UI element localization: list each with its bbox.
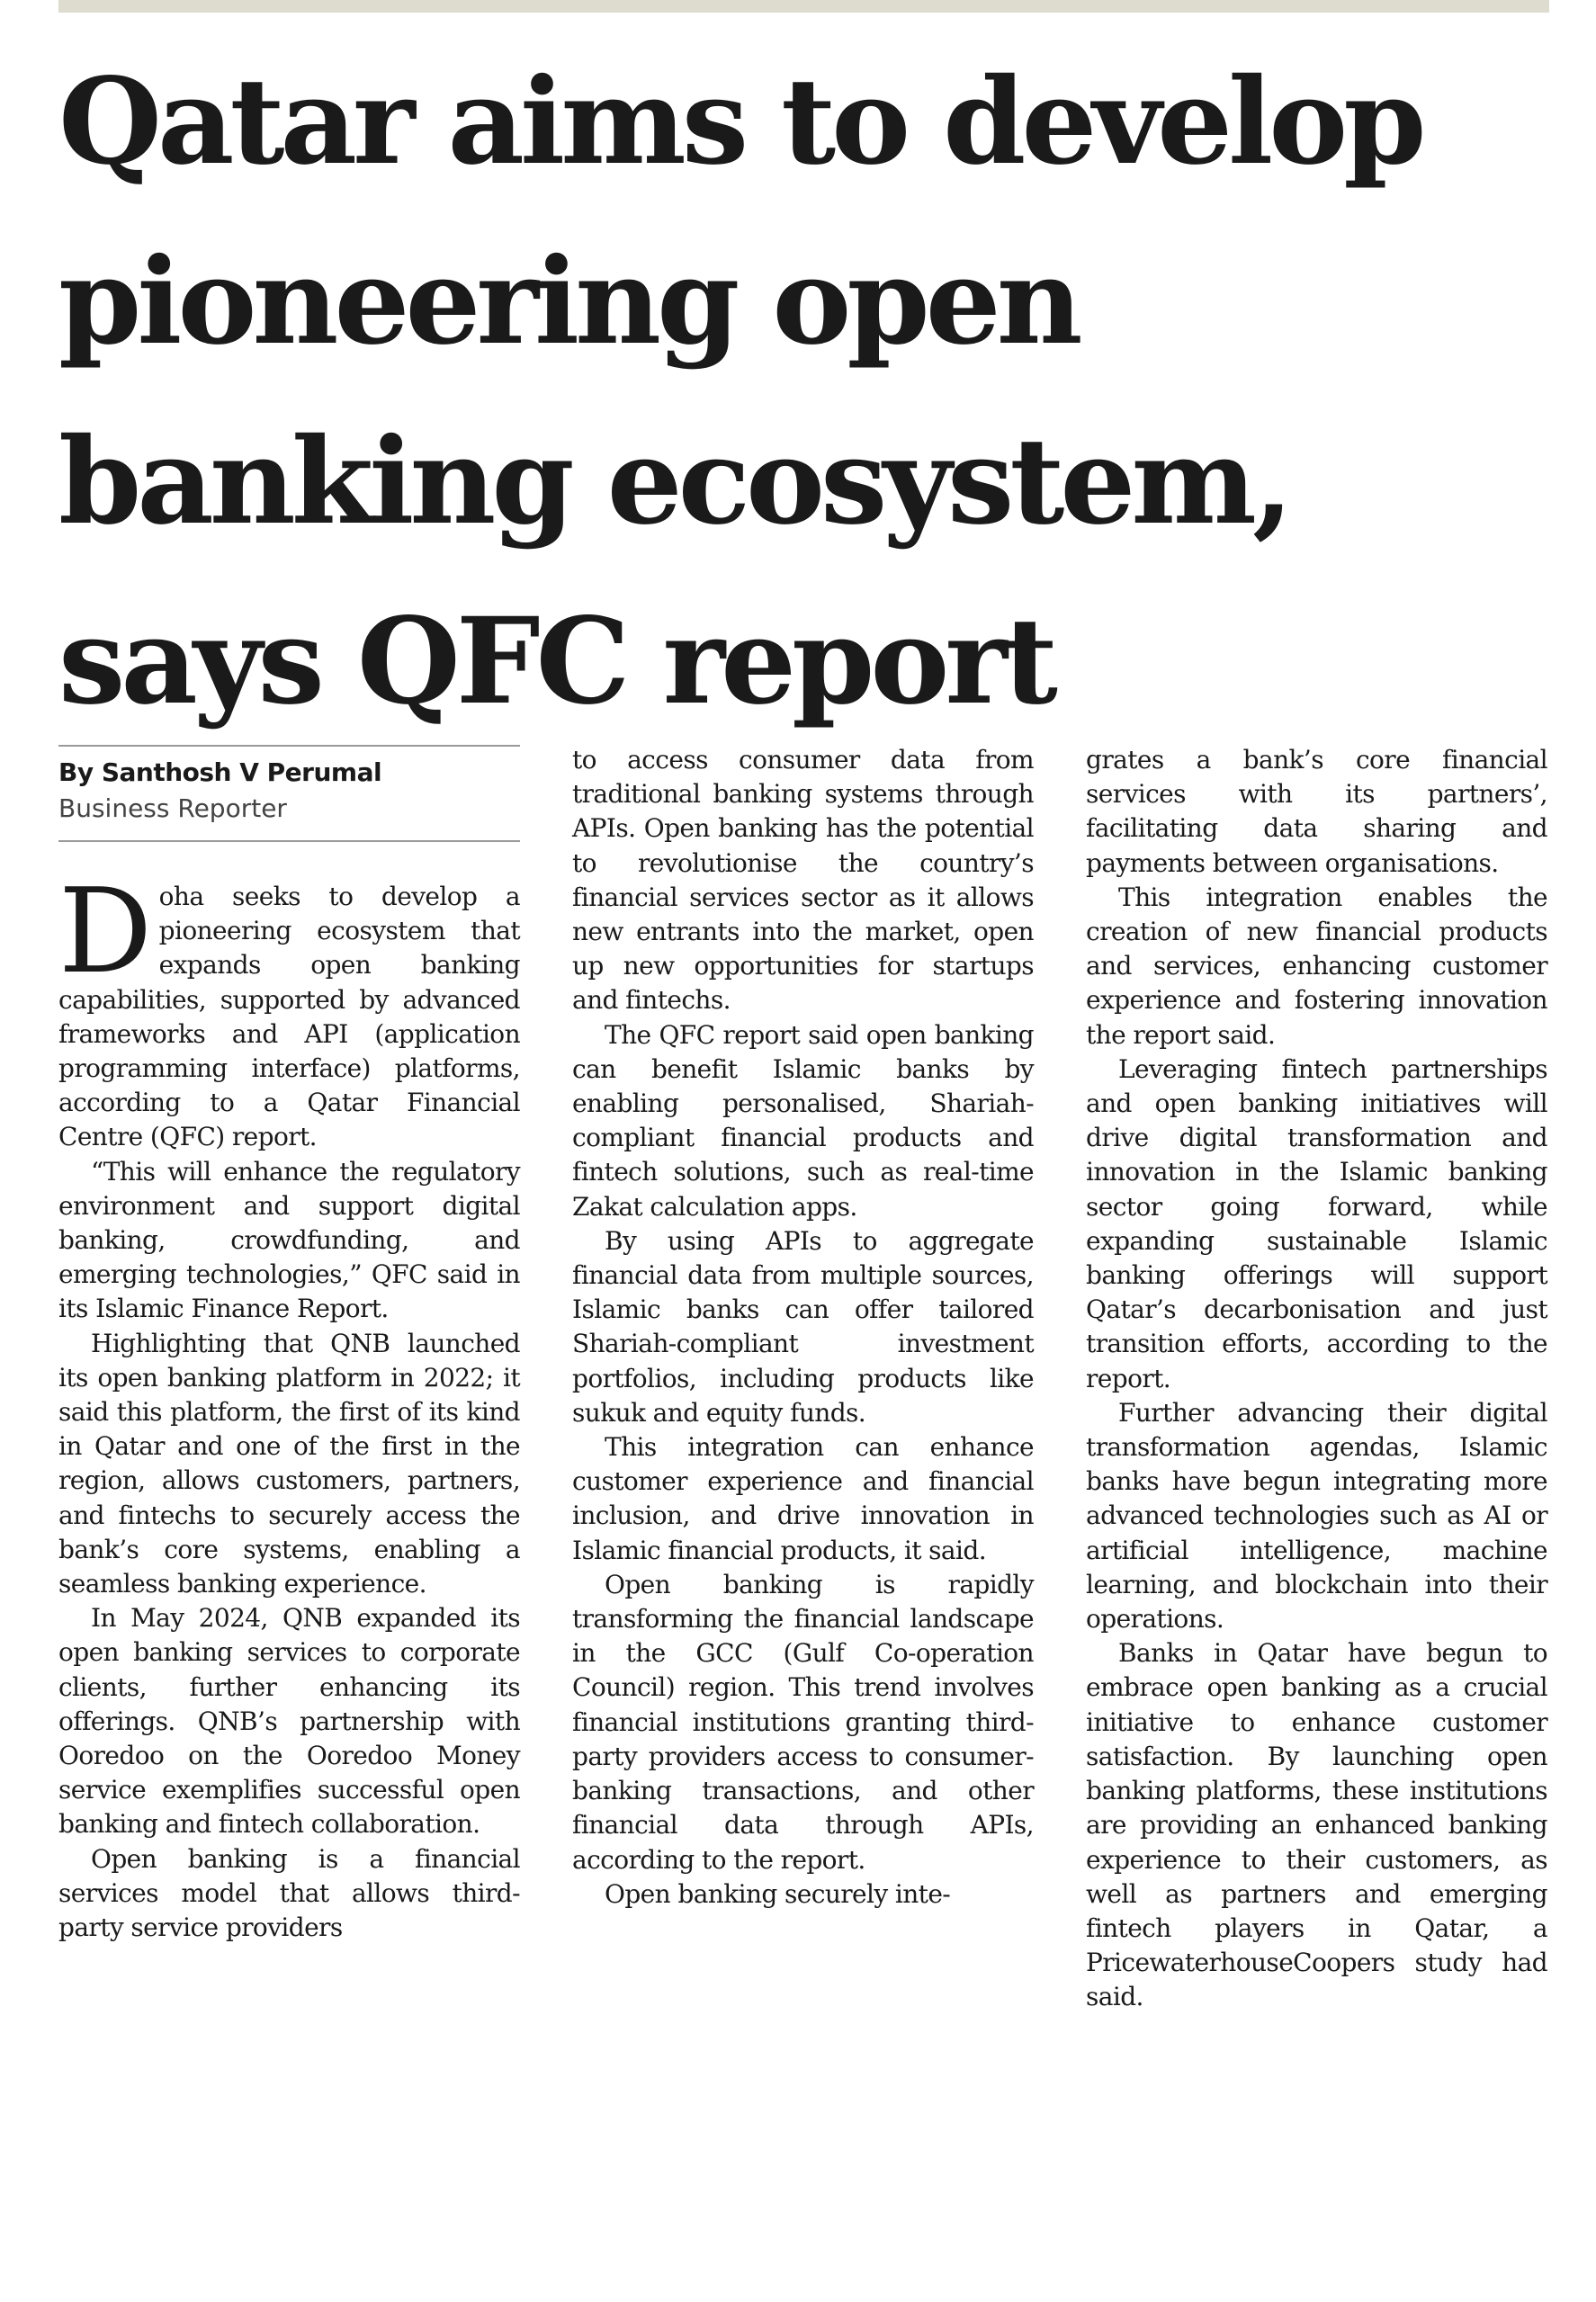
lead-text: oha seeks to develop a pioneering ecosystem that expands open banking capabilities, supported by advanced frameworks and API (application programming interface) platforms, according to a Qatar Financial Centre (QFC) report. [58, 882, 520, 1152]
article-paragraph: “This will enhance the regulatory environment and support digital banking, crowdfunding, and emerging technologies,” QFC said in its Islamic Finance Report. [58, 1156, 520, 1324]
article-paragraph: Highlighting that QNB launched its open banking platform in 2022; it said this platform, the first of its kind in Qatar and one of the first in the region, allows customers, partners, and fintechs to securely access the bank’s core systems, enabling a seamless banking experience. [58, 1328, 520, 1599]
headline-line: banking ecosystem, [58, 412, 1289, 551]
top-rule [58, 0, 1549, 13]
headline [58, 32, 1570, 752]
article-column-2 [572, 743, 1034, 1912]
article-paragraph: Further advancing their digital transformation agendas, Islamic banks have begun integrating more advanced technologies such as AI or artificial intelligence, machine learning, and blockchain into their operations. [1086, 1397, 1547, 1635]
byline-author: By Santhosh V Perumal [58, 757, 382, 787]
headline-line: says QFC report [58, 592, 1054, 731]
article-paragraph: Banks in Qatar have begun to embrace open banking as a crucial initiative to enhance customer satisfaction. By launching open banking platforms, these institutions are providing an enhanced banking experience to their customers, as well as partners and emerging fintech players in Qatar, a PricewaterhouseCoopers study had said. [1086, 1638, 1547, 2012]
article-paragraph: The QFC report said open banking can benefit Islamic banks by enabling personalised, Shariah-compliant financial products and fintech solutions, such as real-time Zakat calculation apps. [572, 1019, 1034, 1222]
article-paragraph [58, 863, 520, 1155]
article-paragraph: Open banking is a financial services model that allows third-party service providers [58, 1843, 520, 1943]
article-paragraph: By using APIs to aggregate financial data from multiple sources, Islamic banks can offer tailored Shariah-compliant investment portfolios, including products like sukuk and equity funds. [572, 1225, 1034, 1428]
article-column-3 [1086, 743, 1547, 2015]
article-paragraph: Leveraging fintech partnerships and open banking initiatives will drive digital transformation and innovation in the Islamic banking sector going forward, while expanding sustainable Islamic banking offerings will support Qatar’s decarbonisation and just transition efforts, according to the report. [1086, 1053, 1547, 1393]
article-paragraph: Open banking is rapidly transforming the financial landscape in the GCC (Gulf Co-operation Council) region. This trend involves financial institutions granting third-party providers access to consumer-banking transactions, and other financial data through APIs, according to the report. [572, 1569, 1034, 1875]
drop-cap: D [58, 863, 152, 999]
headline-line: pioneering open [58, 232, 1079, 372]
byline-role: Business Reporter [58, 793, 287, 823]
article-paragraph: grates a bank’s core financial services with its partners’, facilitating data sharing and payments between organisations. [1086, 745, 1547, 878]
article-paragraph: to access consumer data from traditional banking systems through APIs. Open banking has the potential to revolutionise the country’s financial services sector as it allows new entrants into the market, open up new opportunities for startups and fintechs. [572, 745, 1034, 1016]
article-paragraph: This integration can enhance customer experience and financial inclusion, and drive innovation in Islamic financial products, it said. [572, 1432, 1034, 1565]
article-column-1 [58, 863, 520, 1945]
byline [58, 745, 520, 842]
article-paragraph: Open banking securely inte- [605, 1878, 951, 1909]
headline-line: Qatar aims to develop [58, 52, 1422, 192]
article-paragraph: In May 2024, QNB expanded its open banking services to corporate clients, further enhancing its offerings. QNB’s partnership with Ooredoo on the Ooredoo Money service exemplifies successful open banking and fintech collaboration. [58, 1603, 520, 1840]
article-paragraph: This integration enables the creation of new financial products and services, enhancing customer experience and fostering innovation the report said. [1086, 882, 1547, 1050]
